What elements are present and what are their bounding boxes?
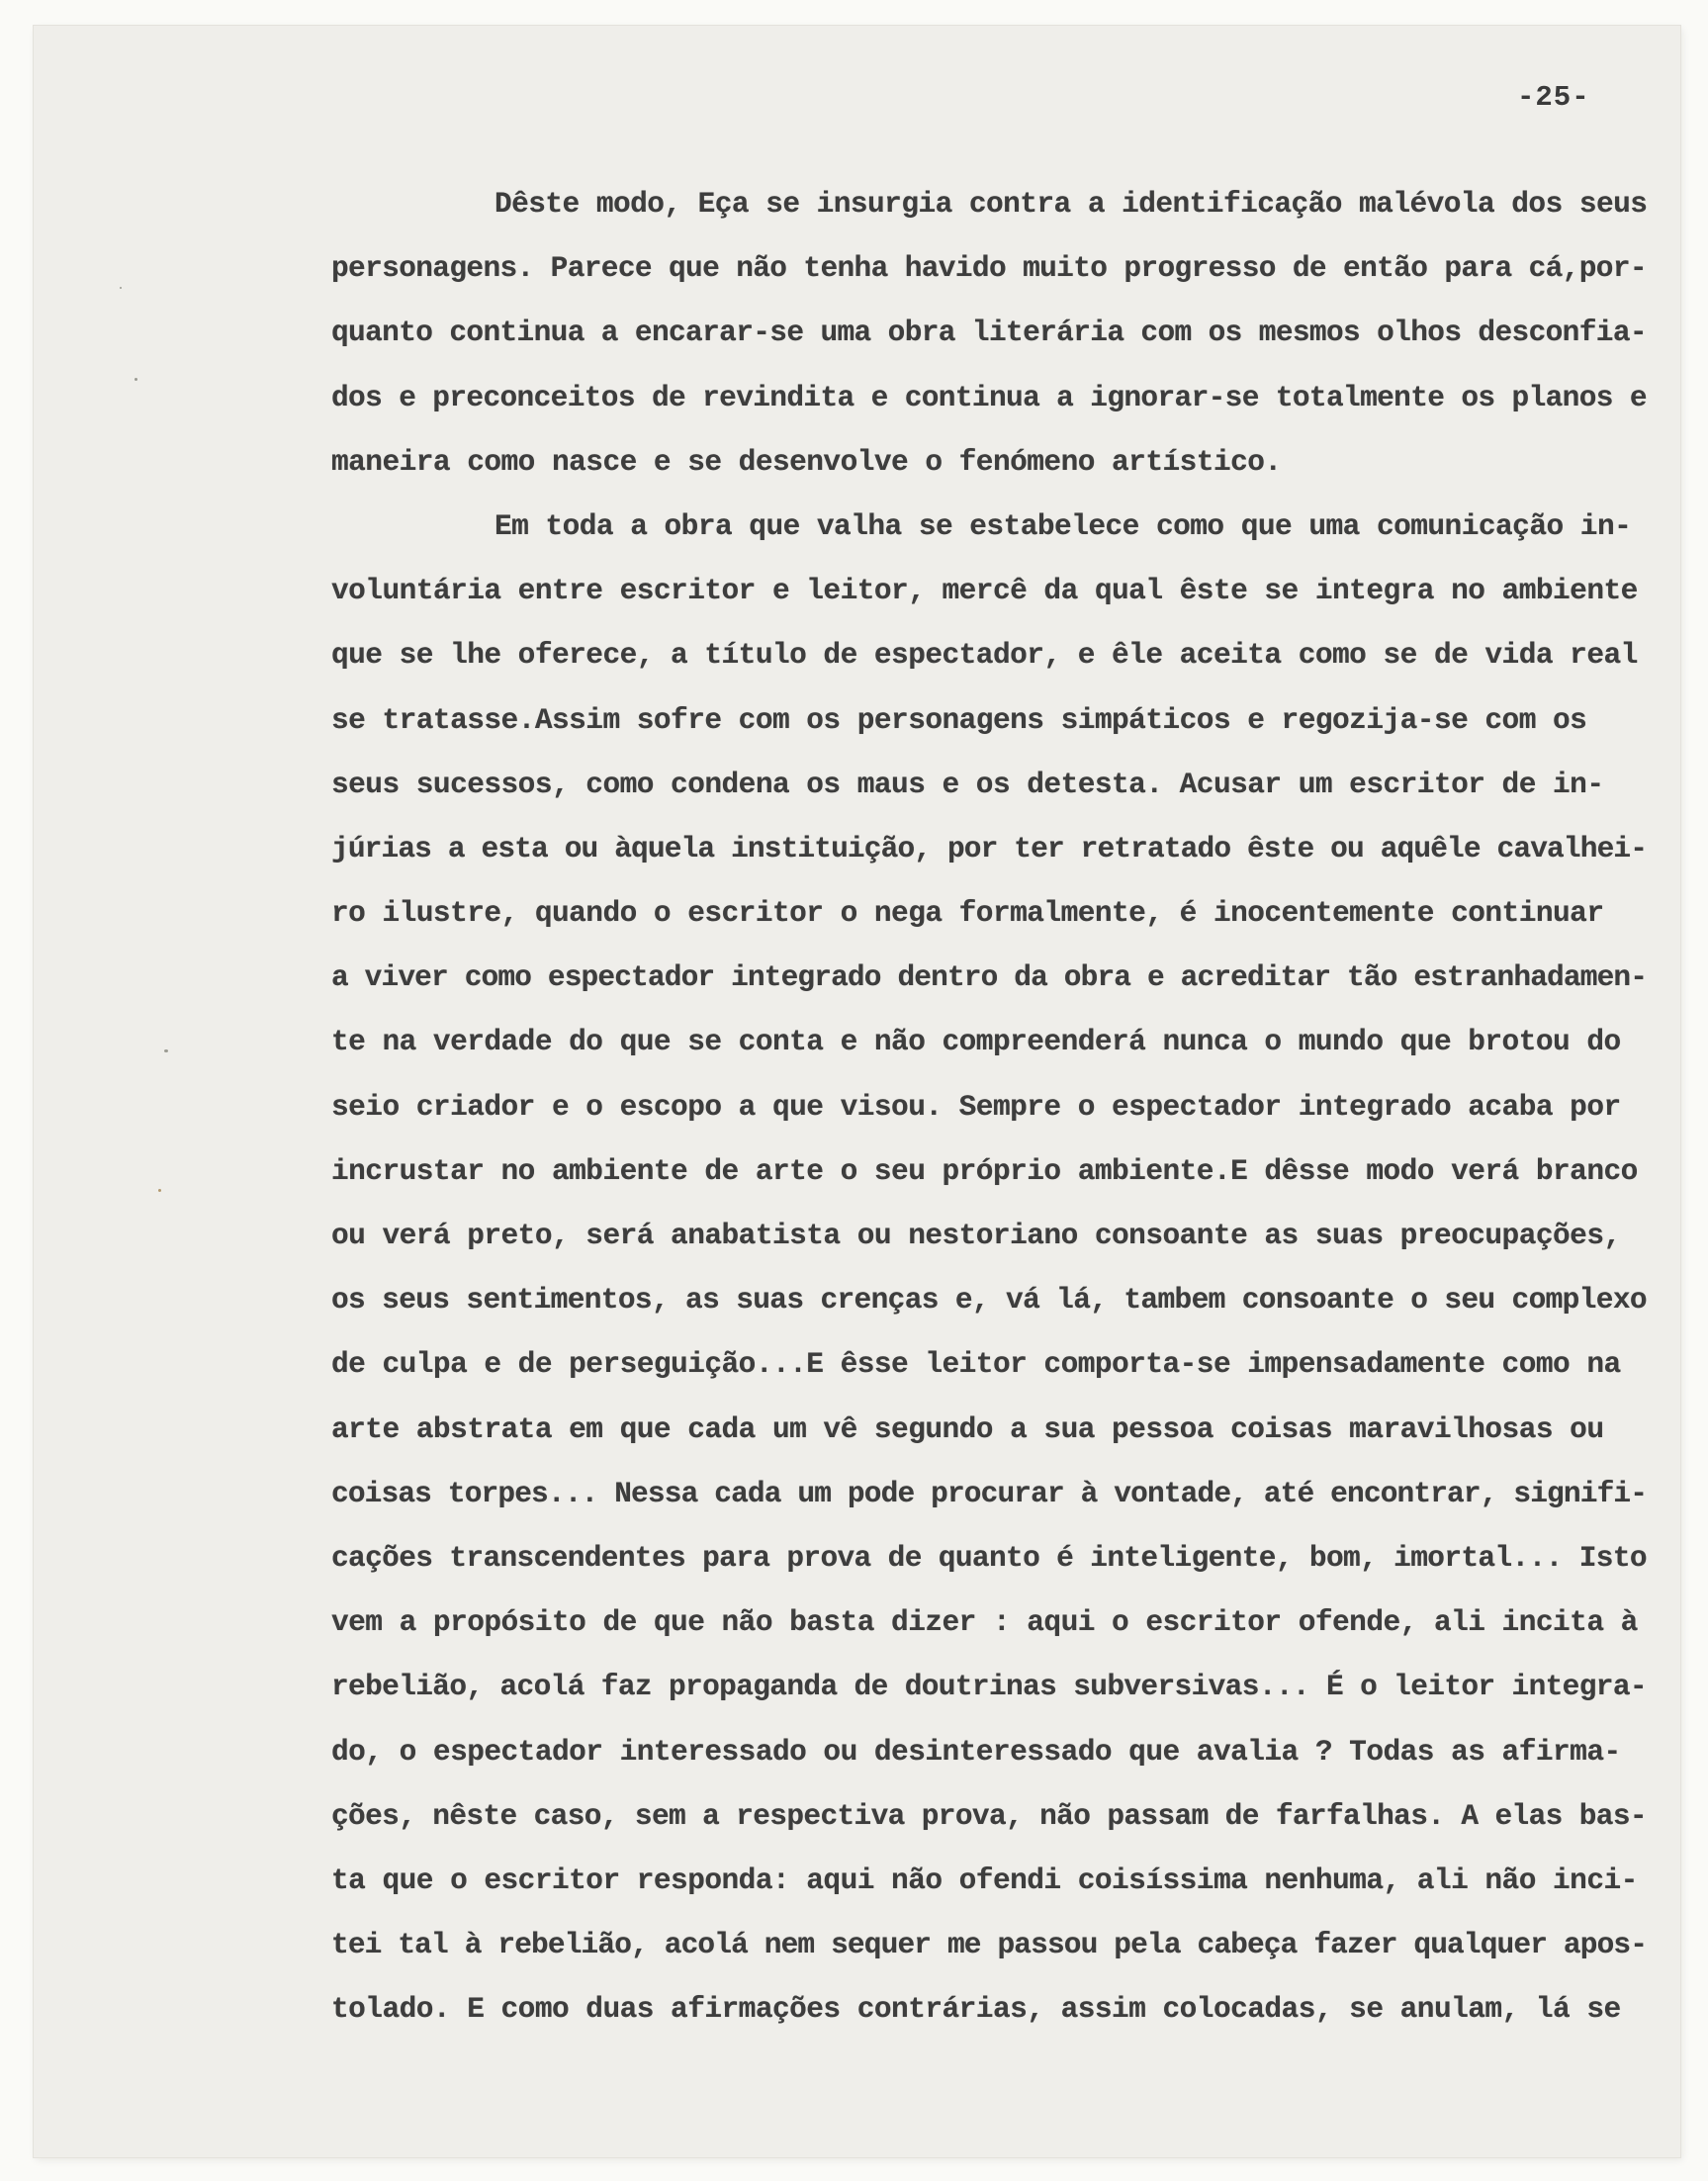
- text-line: arte abstrata em que cada um vê segundo a sua pessoa coisas maravilhosas ou: [331, 1411, 1604, 1446]
- paper-speck: [164, 1049, 168, 1052]
- page-number: -25-: [1517, 81, 1590, 114]
- text-line: ta que o escritor responda: aqui não ofendi coisíssima nenhuma, ali não inci-: [331, 1863, 1638, 1897]
- text-line: seus sucessos, como condena os maus e os detesta. Acusar um escritor de in-: [331, 767, 1604, 801]
- paper-speck: [158, 1189, 161, 1192]
- paper-speck: [135, 378, 137, 381]
- text-line: personagens. Parece que não tenha havido muito progresso de então para cá,por-: [331, 251, 1647, 286]
- text-line: que se lhe oferece, a título de espectador, e êle aceita como se de vida real: [331, 638, 1638, 673]
- text-line: incrustar no ambiente de arte o seu próprio ambiente.E dêsse modo verá branco: [331, 1153, 1638, 1188]
- text-line: os seus sentimentos, as suas crenças e, vá lá, tambem consoante o seu complexo: [331, 1283, 1647, 1318]
- paper-speck: [120, 287, 122, 289]
- text-line: seio criador e o escopo a que visou. Sempre o espectador integrado acaba por: [331, 1089, 1621, 1124]
- text-line: coisas torpes... Nessa cada um pode procurar à vontade, até encontrar, signifi-: [331, 1476, 1648, 1510]
- text-line: rebelião, acolá faz propaganda de doutrinas subversivas... É o leitor integra-: [331, 1670, 1647, 1704]
- text-line: ro ilustre, quando o escritor o nega formalmente, é inocentemente continuar: [331, 896, 1604, 931]
- body-text: [331, 181, 1647, 2050]
- text-line: ou verá preto, será anabatista ou nestoriano consoante as suas preocupações,: [331, 1219, 1621, 1252]
- text-line: tei tal à rebelião, acolá nem sequer me passou pela cabeça fazer qualquer apos-: [331, 1928, 1648, 1962]
- text-line: te na verdade do que se conta e não compreenderá nunca o mundo que brotou do: [331, 1025, 1621, 1059]
- text-line: maneira como nasce e se desenvolve o fenómeno artístico.: [331, 444, 1282, 479]
- text-line: dos e preconceitos de revindita e continua a ignorar-se totalmente os planos e: [331, 380, 1647, 414]
- text-line: vem a propósito de que não basta dizer : aqui o escritor ofende, ali incita à: [331, 1605, 1638, 1640]
- text-line: ções, nêste caso, sem a respectiva prova, não passam de farfalhas. A elas bas-: [331, 1798, 1647, 1833]
- text-line: quanto continua a encarar-se uma obra literária com os mesmos olhos desconfia-: [331, 316, 1647, 350]
- text-line: voluntária entre escritor e leitor, mercê da qual êste se integra no ambiente: [331, 574, 1638, 608]
- text-line: cações transcendentes para prova de quanto é inteligente, bom, imortal... Isto: [331, 1540, 1647, 1575]
- text-line: do, o espectador interessado ou desinteressado que avalia ? Todas as afirma-: [331, 1734, 1621, 1769]
- text-line: de culpa e de perseguição...E êsse leitor comporta-se impensadamente como na: [331, 1347, 1621, 1382]
- text-line: se tratasse.Assim sofre com os personagens simpáticos e regozija-se com os: [331, 702, 1587, 737]
- text-line: júrias a esta ou àquela instituição, por ter retratado êste ou aquêle cavalhei-: [331, 831, 1648, 865]
- text-line: Dêste modo, Eça se insurgia contra a identificação malévola dos seus: [494, 187, 1648, 221]
- text-line: a viver como espectador integrado dentro da obra e acreditar tão estranhadamen-: [331, 960, 1648, 995]
- text-line: tolado. E como duas afirmações contrárias, assim colocadas, se anulam, lá se: [331, 1992, 1621, 2027]
- text-line: Em toda a obra que valha se estabelece como que uma comunicação in-: [494, 508, 1632, 543]
